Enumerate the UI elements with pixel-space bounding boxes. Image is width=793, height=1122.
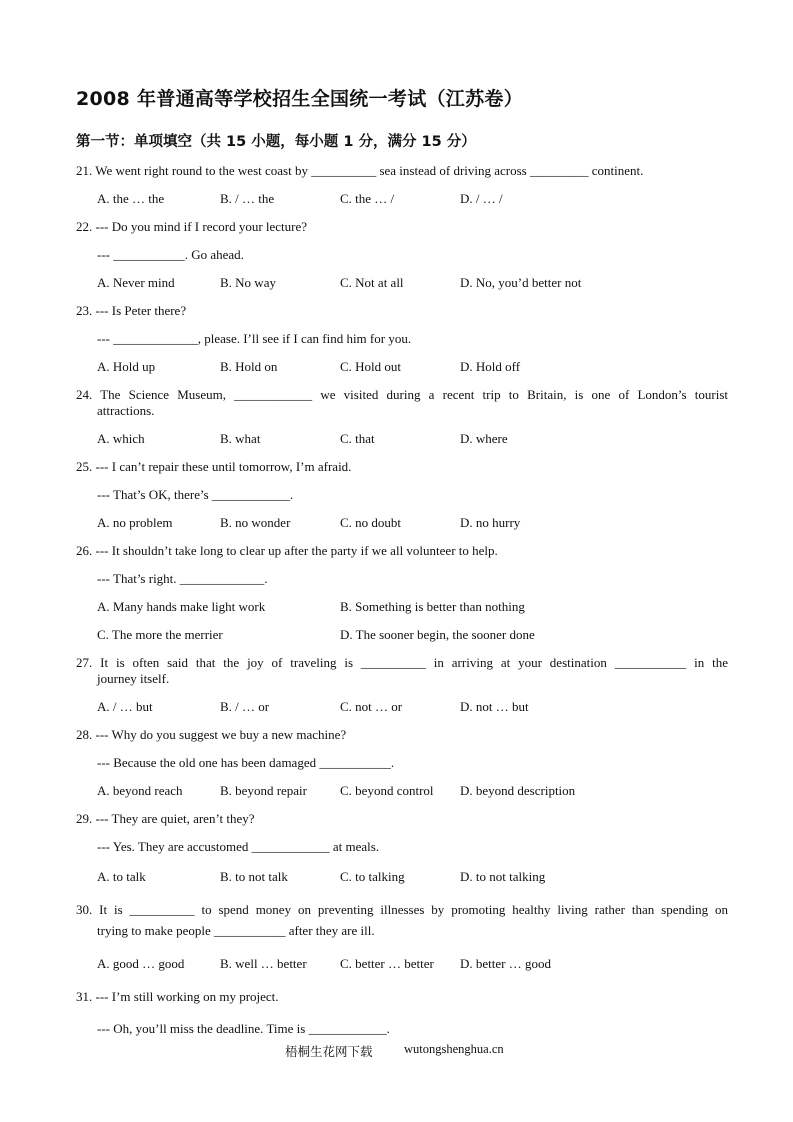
q21-option-a: A. the … the [97,191,165,206]
q26-option-a: A. Many hands make light work [97,599,266,614]
q27-option-b: B. / … or [220,699,270,714]
q28-option-c: C. beyond control [340,783,434,798]
q30-option-b: B. well … better [220,956,307,971]
q21-option-c: C. the … / [340,191,395,206]
footer-site-url[interactable]: wutongshenghua.cn [404,1042,504,1056]
question-30-stem-cont: trying to make people ___________ after they are ill. [97,923,375,938]
q28-option-b: B. beyond repair [220,783,308,798]
q29-option-c: C. to talking [340,869,405,884]
q23-option-c: C. Hold out [340,359,402,374]
q23-option-d: D. Hold off [460,359,521,374]
question-29-stem: 29. --- They are quiet, aren’t they? [76,811,255,826]
q25-option-a: A. no problem [97,515,173,530]
q27-option-a: A. / … but [97,699,153,714]
question-24-stem-cont: attractions. [97,403,155,418]
q24-option-b: B. what [220,431,261,446]
q24-option-d: D. where [460,431,508,446]
question-21-stem: 21. We went right round to the west coast by __________ sea instead of driving across _________ continent. [76,163,644,178]
question-25-stem: 25. --- I can’t repair these until tomorrow, I’m afraid. [76,459,352,474]
q28-option-a: A. beyond reach [97,783,183,798]
question-25-reply: --- That’s OK, there’s ____________. [97,487,294,502]
question-22-reply: --- ___________. Go ahead. [97,247,244,262]
question-29-reply: --- Yes. They are accustomed ____________ at meals. [97,839,380,854]
q22-option-a: A. Never mind [97,275,175,290]
q27-option-c: C. not … or [340,699,403,714]
q26-option-d: D. The sooner begin, the sooner done [340,627,535,642]
q24-option-c: C. that [340,431,375,446]
q26-option-b: B. Something is better than nothing [340,599,525,614]
question-31-stem: 31. --- I’m still working on my project. [76,989,279,1004]
q25-option-c: C. no doubt [340,515,402,530]
page-title: 2008 年普通高等学校招生全国统一考试（江苏卷） [76,88,523,110]
q22-option-c: C. Not at all [340,275,404,290]
question-28-stem: 28. --- Why do you suggest we buy a new machine? [76,727,347,742]
q30-option-c: C. better … better [340,956,434,971]
q30-option-a: A. good … good [97,956,185,971]
question-28-reply: --- Because the old one has been damaged ___________. [97,755,395,770]
question-24-stem: 24. The Science Museum, ____________ we visited during a recent trip to Britain, is one of London’s tourist [76,387,728,402]
q23-option-b: B. Hold on [220,359,278,374]
q30-option-d: D. better … good [460,956,551,971]
q24-option-a: A. which [97,431,145,446]
q29-option-b: B. to not talk [220,869,288,884]
question-31-reply: --- Oh, you’ll miss the deadline. Time is ____________. [97,1021,390,1036]
question-22-stem: 22. --- Do you mind if I record your lecture? [76,219,308,234]
q22-option-d: D. No, you’d better not [460,275,582,290]
question-27-stem-cont: journey itself. [97,671,170,686]
q26-option-c: C. The more the merrier [97,627,223,642]
question-23-reply: --- _____________, please. I’ll see if I can find him for you. [97,331,412,346]
question-26-stem: 26. --- It shouldn’t take long to clear up after the party if we all volunteer to help. [76,543,498,558]
q25-option-d: D. no hurry [460,515,521,530]
question-26-reply: --- That’s right. _____________. [97,571,268,586]
q29-option-a: A. to talk [97,869,146,884]
q23-option-a: A. Hold up [97,359,156,374]
q21-option-d: D. / … / [460,191,503,206]
q29-option-d: D. to not talking [460,869,546,884]
question-30-stem: 30. It is __________ to spend money on preventing illnesses by promoting healthy living rather than spending on [76,902,728,917]
q21-option-b: B. / … the [220,191,275,206]
footer-site-name: 梧桐生花网下载 [285,1045,373,1059]
q28-option-d: D. beyond description [460,783,576,798]
section-heading: 第一节：单项填空（共 15 小题，每小题 1 分，满分 15 分） [76,134,476,150]
q22-option-b: B. No way [220,275,276,290]
q25-option-b: B. no wonder [220,515,291,530]
q27-option-d: D. not … but [460,699,529,714]
question-27-stem: 27. It is often said that the joy of traveling is __________ in arriving at your destination ___________ in the [76,655,728,670]
question-23-stem: 23. --- Is Peter there? [76,303,187,318]
